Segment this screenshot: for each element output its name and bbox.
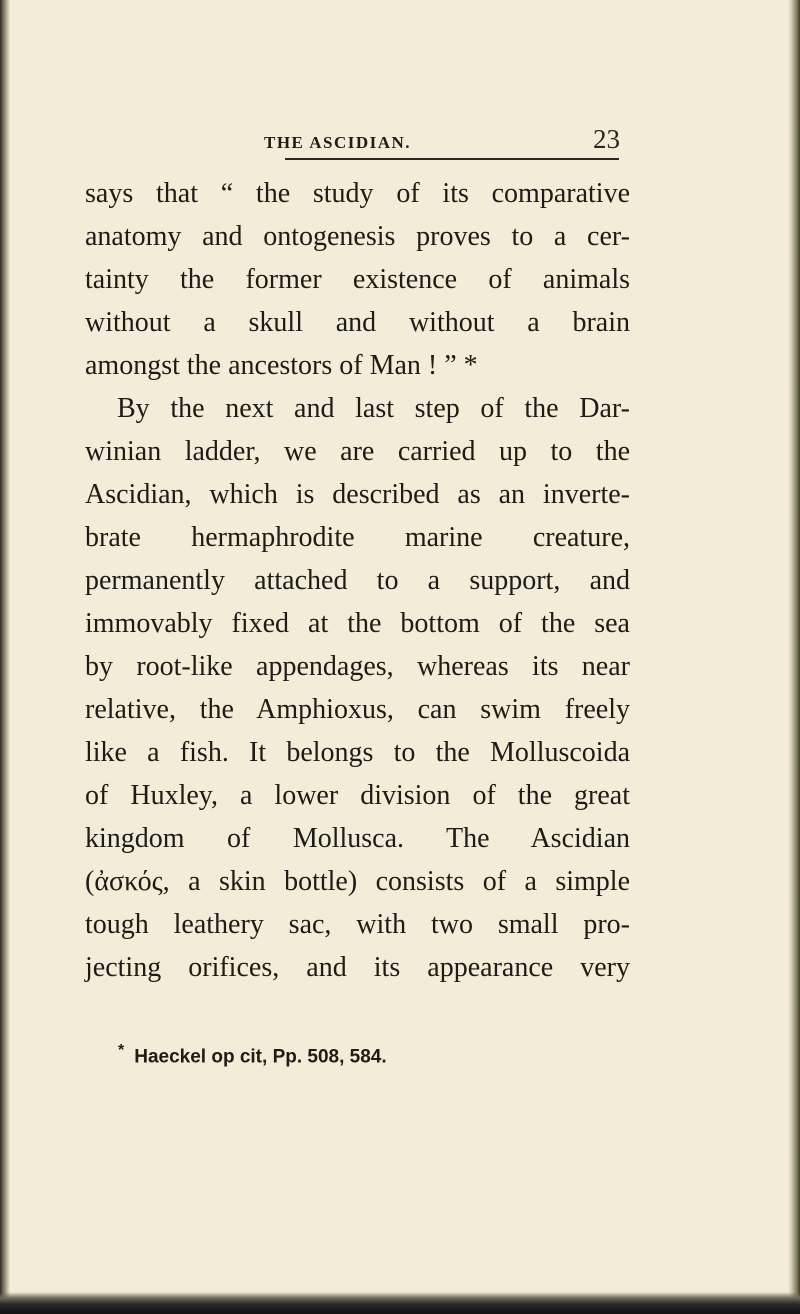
text-line: Ascidian, which is described as an inverte- <box>85 479 630 510</box>
body-text <box>85 172 630 989</box>
footnote-text: Haeckel op cit, Pp. 508, 584. <box>134 1046 387 1068</box>
page-bottom-edge <box>0 1292 800 1314</box>
page-number: 23 <box>593 124 620 154</box>
text-line: kingdom of Mollusca. The Ascidian <box>85 823 630 854</box>
text-line: tough leathery sac, with two small pro- <box>85 909 630 940</box>
text-line: relative, the Amphioxus, can swim freely <box>85 694 630 725</box>
text-line: winian ladder, we are carried up to the <box>85 436 630 467</box>
text-line: anatomy and ontogenesis proves to a cer- <box>85 221 630 252</box>
text-line: immovably fixed at the bottom of the sea <box>85 608 630 639</box>
running-head-title: THE ASCIDIAN. <box>264 133 412 152</box>
text-line: permanently attached to a support, and <box>85 565 630 596</box>
text-line: by root-like appendages, whereas its near <box>85 651 630 682</box>
page-left-edge <box>0 0 10 1314</box>
text-line: without a skull and without a brain <box>85 307 630 338</box>
footnote-marker: * <box>118 1042 125 1059</box>
text-line: (ἀσκός, a skin bottle) consists of a simple <box>85 866 630 897</box>
text-line: like a fish. It belongs to the Molluscoida <box>85 737 630 768</box>
text-line: of Huxley, a lower division of the great <box>85 780 630 811</box>
text-line: jecting orifices, and its appearance very <box>85 952 630 983</box>
text-line: amongst the ancestors of Man ! ” * <box>85 350 478 381</box>
footnote <box>118 1042 638 1068</box>
page-right-edge <box>788 0 800 1314</box>
text-line: By the next and last step of the Dar- <box>117 393 630 424</box>
header-rule <box>285 158 619 160</box>
text-line: says that “ the study of its comparative <box>85 178 630 209</box>
text-line: brate hermaphrodite marine creature, <box>85 522 630 553</box>
text-line: tainty the former existence of animals <box>85 264 630 295</box>
